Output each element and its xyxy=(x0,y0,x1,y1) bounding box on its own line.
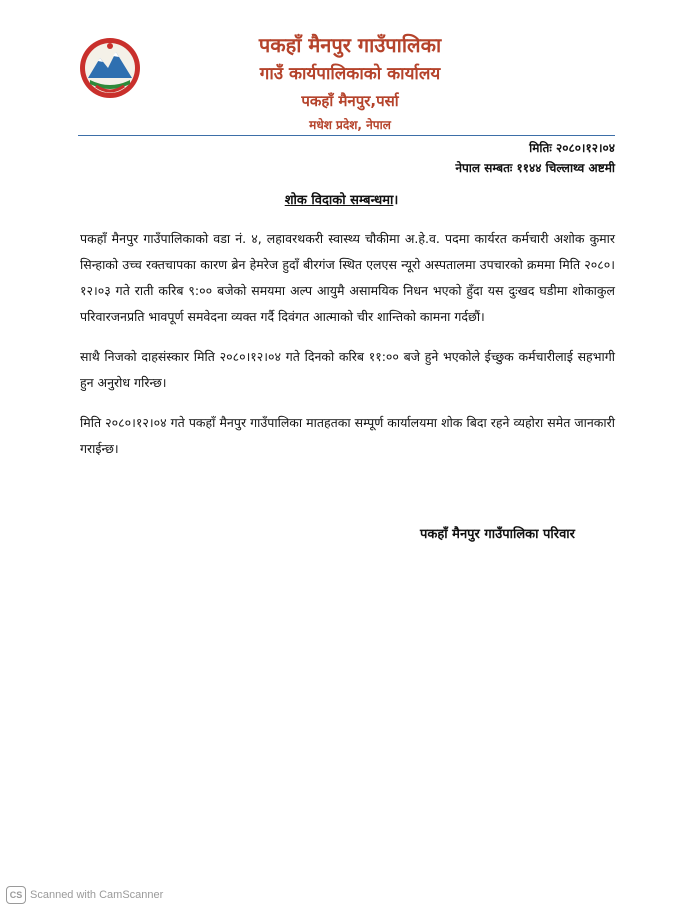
paragraph-1: पकहाँ मैनपुर गाउँपालिकाको वडा नं. ४, लहावरथकरी स्वास्थ्य चौकीमा अ.हे.व. पदमा कार्यरत कर्मचारी अशोक कुमार सिन्हाको उच्च रक्तचापका कारण ब्रेन हेमरेज हुदाँ बीरगंज स्थित एलएस न्यूरो अस्पतालमा उपचारको क्रममा मिति २०८०।१२।०३ गते राती करिब ९:०० बजेको समयमा अल्प आयुमै असामयिक निधन भएको हुँदा यस दुःखद घडीमा शोकाकुल परिवारजनप्रति भावपूर्ण समवेदना व्यक्त गर्दै दिवंगत आत्माको चीर शान्तिको कामना गर्दछौं। xyxy=(80,231,615,324)
header-divider xyxy=(78,135,615,136)
paragraph-3: मिति २०८०।१२।०४ गते पकहाँ मैनपुर गाउँपालिका मातहतका सम्पूर्ण कार्यालयमा शोक बिदा रहने व्यहोरा समेत जानकारी गराईन्छ। xyxy=(80,415,615,456)
subject-text: शोक विदाको सम्बन्धमा xyxy=(284,193,394,208)
paragraph-2: साथै निजको दाहसंस्कार मिति २०८०।१२।०४ गते दिनको करिब ११:०० बजे हुने भएकोले ईच्छुक कर्मचारीलाई सहभागी हुन अनुरोध गरिन्छ। xyxy=(80,349,615,390)
camscanner-logo-icon: CS xyxy=(6,886,26,904)
nepal-sambat-line: नेपाल सम्बतः ११४४ चिल्लाथ्व अष्टमी xyxy=(455,161,615,175)
date-line: मितिः २०८०।१२।०४ xyxy=(529,141,615,155)
nepal-emblem-icon xyxy=(78,36,142,100)
address: पकहाँ मैनपुर,पर्सा xyxy=(301,92,399,110)
office-name: गाउँ कार्यपालिकाको कार्यालय xyxy=(259,64,441,84)
date-block xyxy=(455,138,615,178)
camscanner-watermark xyxy=(6,886,163,904)
letterhead xyxy=(150,30,550,136)
subject-punct: । xyxy=(393,193,399,208)
org-name: पकहाँ मैनपुर गाउँपालिका xyxy=(258,33,442,57)
subject xyxy=(0,190,683,208)
province: मधेश प्रदेश, नेपाल xyxy=(309,118,391,132)
watermark-text: Scanned with CamScanner xyxy=(30,889,164,901)
letter-body xyxy=(80,226,615,476)
signature: पकहाँ मैनपुर गाउँपालिका परिवार xyxy=(420,527,575,542)
